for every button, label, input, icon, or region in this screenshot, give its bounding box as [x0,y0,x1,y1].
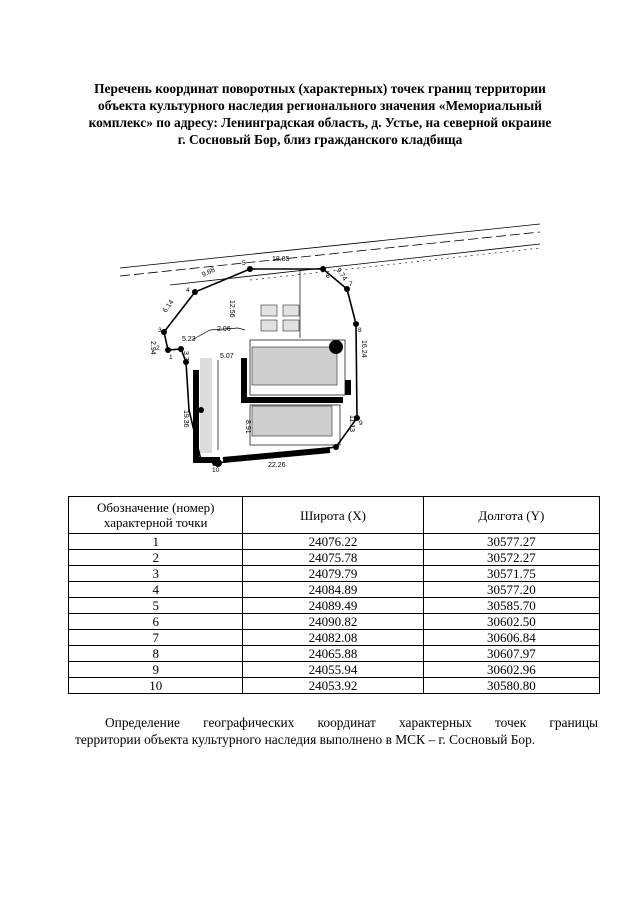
cell-x: 24065.88 [243,646,423,662]
dim-label: 8.91 [244,420,251,434]
cell-x: 24053.92 [243,678,423,694]
cell-x: 24082.08 [243,630,423,646]
dim-label: 9.74 [334,267,348,283]
title-line: объекта культурного наследия регионального значения «Мемориальный [98,98,542,113]
table-row [69,614,600,630]
site-plan-drawing [100,210,560,480]
cell-point: 8 [69,646,243,662]
cell-x: 24055.94 [243,662,423,678]
cell-x: 24075.78 [243,550,423,566]
cell-y: 30585.70 [423,598,599,614]
dim-label: 5.23 [182,336,196,343]
monument-marker [329,340,343,354]
title-line: комплекс» по адресу: Ленинградская область, д. Устье, на северной окраине [88,115,552,130]
point-label: 4 [186,287,190,294]
dim-label: 3.31 [182,351,189,365]
point-label: 7 [349,281,353,288]
point-label: 5 [242,260,246,267]
dim-label: 2.06 [217,326,231,333]
table-row [69,630,600,646]
dim-label: 12.56 [228,300,235,318]
point-label: 3 [158,327,162,334]
dim-label: 6.14 [161,298,176,315]
dim-label: 2.94 [149,341,156,355]
cell-point: 5 [69,598,243,614]
cell-y: 30572.27 [423,550,599,566]
dim-label: 11.13 [348,415,355,432]
cell-x: 24089.49 [243,598,423,614]
cell-y: 30607.97 [423,646,599,662]
cell-x: 24076.22 [243,534,423,550]
header-latitude: Широта (X) [243,497,423,534]
table-row [69,678,600,694]
cell-point: 10 [69,678,243,694]
cell-point: 6 [69,614,243,630]
cell-y: 30606.84 [423,630,599,646]
point-label: 1 [169,354,173,361]
point-label: 8 [358,327,362,334]
cell-point: 1 [69,534,243,550]
cell-y: 30580.80 [423,678,599,694]
table-row [69,566,600,582]
table-header-row [69,497,600,534]
cell-point: 4 [69,582,243,598]
table-row [69,598,600,614]
cell-y: 30602.50 [423,614,599,630]
cell-x: 24090.82 [243,614,423,630]
document-title [60,80,580,148]
coordinates-table [68,496,600,694]
footer-note [75,714,598,748]
point-label: 2 [156,345,160,352]
header-point-number: Обозначение (номер) характерной точки [69,497,243,534]
dim-label: 16.24 [360,340,367,358]
table-row [69,582,600,598]
footer-line: Определение географических координат характерных точек границы [105,715,598,730]
dim-label: 9.68 [200,266,217,279]
point-label: 9 [359,420,363,427]
cell-point: 2 [69,550,243,566]
cell-x: 24084.89 [243,582,423,598]
cell-y: 30577.20 [423,582,599,598]
cell-y: 30571.75 [423,566,599,582]
title-line: г. Сосновый Бор, близ гражданского кладбища [177,132,463,147]
cell-point: 7 [69,630,243,646]
table-row [69,534,600,550]
point-label: 6 [326,273,330,280]
cell-x: 24079.79 [243,566,423,582]
header-longitude: Долгота (Y) [423,497,599,534]
dim-label: 19.36 [182,410,189,428]
footer-line: территории объекта культурного наследия выполнено в МСК – г. Сосновый Бор. [75,732,536,747]
cell-point: 9 [69,662,243,678]
title-line: Перечень координат поворотных (характерных) точек границ территории [94,81,546,96]
cell-y: 30577.27 [423,534,599,550]
table-row [69,646,600,662]
table-row [69,662,600,678]
table-row [69,550,600,566]
dim-label: 5.07 [220,353,234,360]
cell-point: 3 [69,566,243,582]
cell-y: 30602.96 [423,662,599,678]
point-label: 10 [212,467,220,474]
dim-label: 18.85 [272,256,290,263]
dim-label: 22.26 [268,462,286,469]
